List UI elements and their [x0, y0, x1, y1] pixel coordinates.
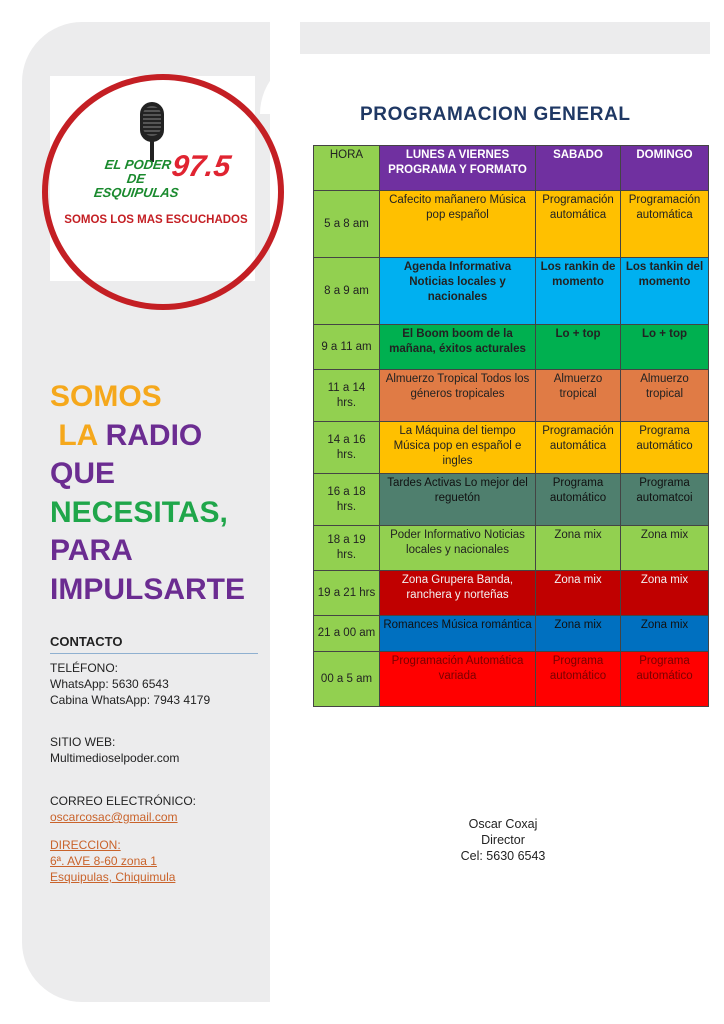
schedule-hour-cell: 00 a 5 am	[314, 652, 380, 707]
microphone-grille	[143, 106, 161, 136]
schedule-hour-cell: 8 a 9 am	[314, 258, 380, 325]
director-name: Oscar Coxaj	[468, 817, 538, 831]
contact-divider	[50, 653, 258, 654]
header-hora: HORA	[314, 146, 380, 191]
schedule-row	[314, 526, 709, 571]
slogan-line-4: NECESITAS,	[50, 495, 228, 529]
schedule-sunday-cell: Programación automática	[621, 191, 709, 258]
schedule-weekday-cell: Cafecito mañanero Música pop español	[380, 191, 536, 258]
schedule-hour-cell: 18 a 19 hrs.	[314, 526, 380, 571]
schedule-weekday-cell: Programación Automática variada	[380, 652, 536, 707]
schedule-saturday-cell: Los rankin de momento	[536, 258, 621, 325]
schedule-saturday-cell: Programación automática	[536, 191, 621, 258]
slogan-line-1: SOMOS	[50, 380, 162, 413]
schedule-weekday-cell: Almuerzo Tropical Todos los géneros tropicales	[380, 370, 536, 422]
schedule-weekday-cell: La Máquina del tiempo Música pop en español e ingles	[380, 422, 536, 474]
cabina-number: Cabina WhatsApp: 7943 4179	[50, 693, 211, 707]
address-label[interactable]: DIRECCION:	[50, 838, 121, 852]
schedule-row	[314, 616, 709, 652]
slogan-line-6: IMPULSARTE	[50, 572, 245, 606]
schedule-sunday-cell: Almuerzo tropical	[621, 370, 709, 422]
schedule-hour-cell: 5 a 8 am	[314, 191, 380, 258]
phone-label: TELÉFONO:	[50, 661, 119, 675]
schedule-saturday-cell: Programa automático	[536, 652, 621, 707]
address-line-2[interactable]: Esquipulas, Chiquimula	[50, 870, 176, 884]
whatsapp-number: WhatsApp: 5630 6543	[50, 677, 169, 691]
slogan-line-2	[50, 417, 245, 456]
director-phone: Cel: 5630 6543	[460, 849, 546, 863]
schedule-weekday-cell: Agenda Informativa Noticias locales y nacionales	[380, 258, 536, 325]
phone-block	[50, 660, 210, 708]
schedule-saturday-cell: Zona mix	[536, 571, 621, 616]
schedule-weekday-cell: Zona Grupera Banda, ranchera y norteñas	[380, 571, 536, 616]
schedule-hour-cell: 21 a 00 am	[314, 616, 380, 652]
schedule-weekday-cell: Romances Música romántica	[380, 616, 536, 652]
schedule-sunday-cell: Los tankin del momento	[621, 258, 709, 325]
schedule-hour-cell: 11 a 14 hrs.	[314, 370, 380, 422]
schedule-row	[314, 191, 709, 258]
director-role: Director	[481, 833, 525, 847]
schedule-row	[314, 325, 709, 370]
schedule-saturday-cell: Almuerzo tropical	[536, 370, 621, 422]
schedule-saturday-cell: Programación automática	[536, 422, 621, 474]
email-link[interactable]: oscarcosac@gmail.com	[50, 810, 178, 824]
schedule-sunday-cell: Lo + top	[621, 325, 709, 370]
email-block	[50, 793, 196, 825]
schedule-sunday-cell: Programa automatcoi	[621, 474, 709, 526]
schedule-row	[314, 258, 709, 325]
top-band	[300, 22, 710, 54]
logo-frequency: 97.5	[169, 150, 233, 183]
web-address: Multimedioselpoder.com	[50, 751, 180, 765]
schedule-header-row	[314, 146, 709, 191]
slogan-word-radio: RADIO	[105, 418, 203, 452]
schedule-table	[313, 145, 709, 707]
logo-slogan: SOMOS LOS MAS ESCUCHADOS	[64, 214, 248, 226]
schedule-weekday-cell: El Boom boom de la mañana, éxitos acturales	[380, 325, 536, 370]
email-label: CORREO ELECTRÓNICO:	[50, 794, 197, 808]
schedule-weekday-cell: Tardes Activas Lo mejor del reguetón	[380, 474, 536, 526]
schedule-hour-cell: 9 a 11 am	[314, 325, 380, 370]
schedule-sunday-cell: Zona mix	[621, 571, 709, 616]
schedule-saturday-cell: Zona mix	[536, 616, 621, 652]
schedule-row	[314, 474, 709, 526]
schedule-row	[314, 571, 709, 616]
schedule-weekday-cell: Poder Informativo Noticias locales y nacionales	[380, 526, 536, 571]
schedule-sunday-cell: Programa automático	[621, 422, 709, 474]
schedule-saturday-cell: Lo + top	[536, 325, 621, 370]
slogan	[50, 378, 245, 609]
schedule-row	[314, 370, 709, 422]
slogan-word-la: LA	[58, 418, 98, 452]
logo-station-name: EL PODER DE ESQUIPULAS	[93, 157, 180, 200]
schedule-row	[314, 652, 709, 707]
schedule-hour-cell: 19 a 21 hrs	[314, 571, 380, 616]
schedule-saturday-cell: Zona mix	[536, 526, 621, 571]
slogan-line-3: QUE	[50, 457, 116, 490]
schedule-hour-cell: 16 a 18 hrs.	[314, 474, 380, 526]
schedule-row	[314, 422, 709, 474]
schedule-title: PROGRAMACION GENERAL	[360, 104, 631, 125]
schedule-saturday-cell: Programa automático	[536, 474, 621, 526]
schedule-sunday-cell: Programa automático	[621, 652, 709, 707]
signature-block	[430, 816, 576, 864]
slogan-line-5: PARA	[50, 534, 133, 567]
web-block	[50, 734, 179, 766]
header-sabado: SABADO	[536, 146, 621, 191]
schedule-sunday-cell: Zona mix	[621, 616, 709, 652]
header-domingo: DOMINGO	[621, 146, 709, 191]
web-label: SITIO WEB:	[50, 735, 116, 749]
address-block[interactable]	[50, 837, 175, 885]
address-line-1[interactable]: 6ª. AVE 8-60 zona 1	[50, 854, 157, 868]
schedule-hour-cell: 14 a 16 hrs.	[314, 422, 380, 474]
schedule-sunday-cell: Zona mix	[621, 526, 709, 571]
header-weekday: LUNES A VIERNES PROGRAMA Y FORMATO	[380, 146, 536, 191]
contact-heading: CONTACTO	[50, 634, 123, 649]
